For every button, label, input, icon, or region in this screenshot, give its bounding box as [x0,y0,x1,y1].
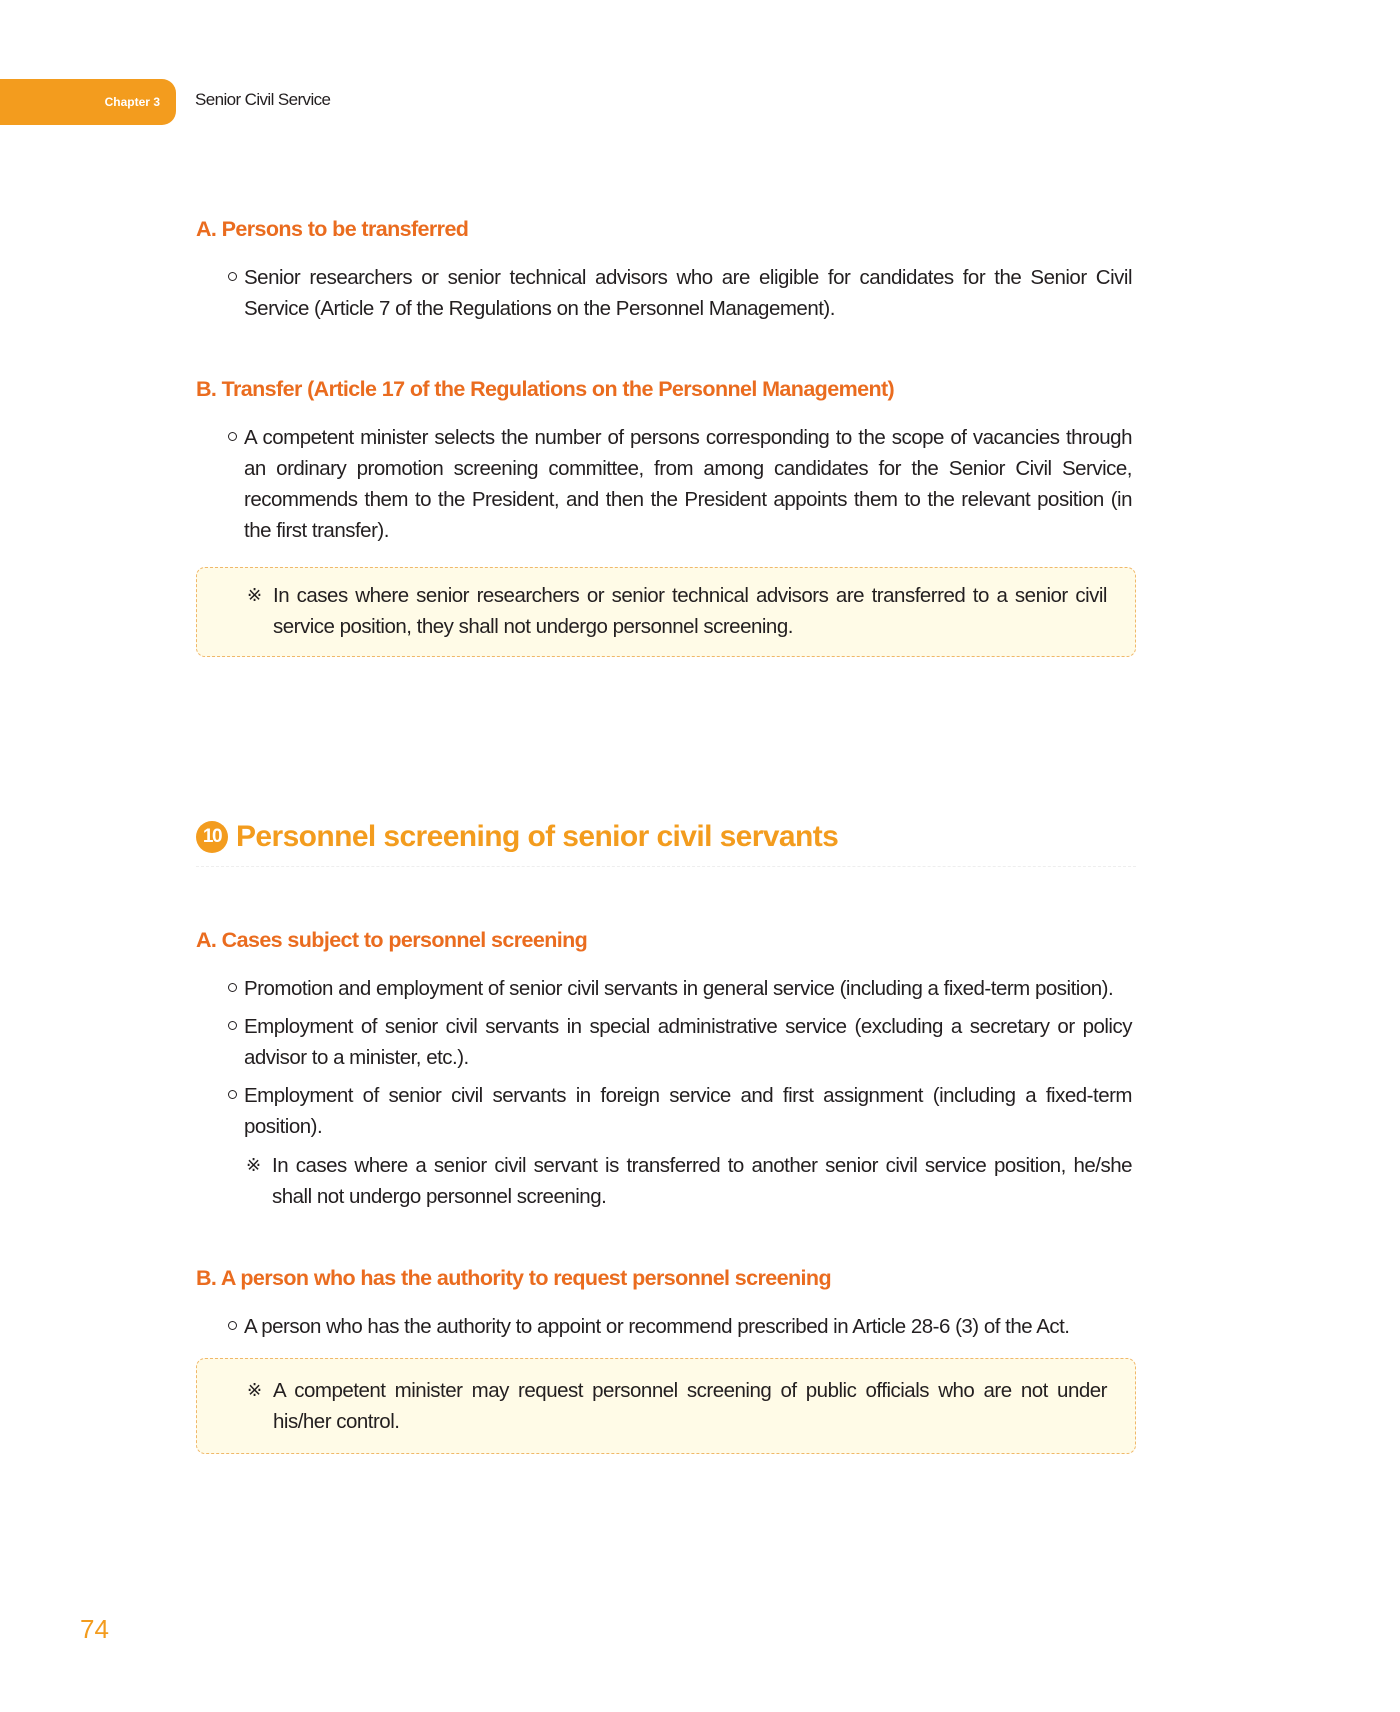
list-item [228,973,1132,1004]
section-divider [196,866,1136,867]
chapter-label: Chapter 3 [104,95,160,109]
note [247,580,1107,642]
reference-mark-icon: ※ [247,585,262,605]
section-number-badge: 10 [196,821,228,853]
note-text: In cases where a senior civil servant is transferred to another senior civil service position, he/she shall not undergo personnel screening. [272,1154,1132,1208]
list-item [228,1011,1132,1073]
heading-authority-to-request-screening: B. A person who has the authority to request personnel screening [196,1266,831,1290]
bullet-text: A person who has the authority to appoint or recommend prescribed in Article 28-6 (3) of the Act. [244,1315,1070,1338]
bullet-ring-icon [228,1011,244,1042]
list-item [228,422,1132,546]
reference-mark-icon: ※ [246,1155,261,1175]
bullet-text: Employment of senior civil servants in special administrative service (excluding a secretary or policy advisor to a minister, etc.). [244,1015,1132,1069]
note-box [196,567,1136,657]
bullet-ring-icon [228,1080,244,1111]
heading-transfer: B. Transfer (Article 17 of the Regulations on the Personnel Management) [196,377,895,401]
note [246,1150,1132,1212]
section-title: Personnel screening of senior civil servants [236,820,839,853]
chapter-tab [0,79,176,125]
bullet-ring-icon [228,422,244,453]
page-number: 74 [80,1614,109,1644]
section-heading [196,820,838,854]
bullet-text: A competent minister selects the number of persons corresponding to the scope of vacancies through an ordinary promotion screening committee, from among candidates for the Senior Civil Service, recommends them to the President, and then the President appoints them to the relevant position (in the first transfer). [244,426,1132,542]
list-item [228,1311,1132,1342]
bullet-ring-icon [228,973,244,1004]
list-item [228,1080,1132,1142]
note-box [196,1358,1136,1454]
bullet-ring-icon [228,262,244,293]
reference-mark-icon: ※ [247,1380,262,1400]
list-item [228,262,1132,324]
note [247,1375,1107,1437]
bullet-ring-icon [228,1311,244,1342]
heading-cases-subject-to-screening: A. Cases subject to personnel screening [196,928,588,952]
bullet-text: Senior researchers or senior technical advisors who are eligible for candidates for the Senior Civil Service (Article 7 of the Regulations on the Personnel Management). [244,266,1132,320]
note-text: A competent minister may request personnel screening of public officials who are not under his/her control. [273,1379,1107,1433]
note-text: In cases where senior researchers or senior technical advisors are transferred to a senior civil service position, they shall not undergo personnel screening. [273,584,1107,638]
heading-persons-to-be-transferred: A. Persons to be transferred [196,217,469,241]
chapter-title: Senior Civil Service [195,90,331,109]
bullet-text: Promotion and employment of senior civil servants in general service (including a fixed-term position). [244,977,1114,1000]
bullet-text: Employment of senior civil servants in foreign service and first assignment (including a fixed-term position). [244,1084,1132,1138]
